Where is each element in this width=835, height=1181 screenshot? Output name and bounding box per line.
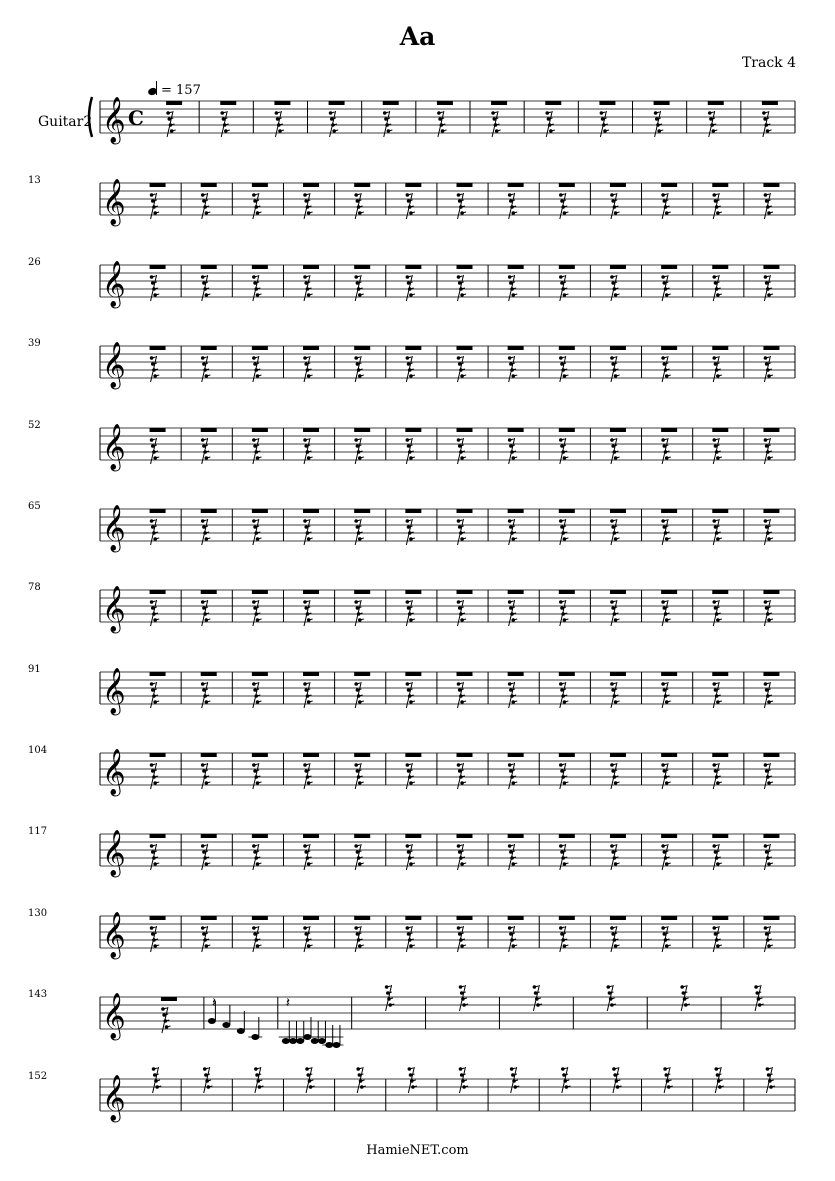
whole-rest-icon	[610, 183, 626, 187]
whole-rest-icon	[303, 672, 319, 676]
whole-rest-icon	[610, 753, 626, 757]
whole-rest-icon	[457, 753, 473, 757]
whole-rest-icon	[303, 834, 319, 838]
rest-32nd-icon	[459, 985, 468, 1011]
whole-rest-icon	[712, 346, 728, 350]
whole-rest-icon	[457, 916, 473, 920]
whole-rest-icon	[303, 428, 319, 432]
whole-rest-icon	[559, 753, 575, 757]
whole-rest-icon	[610, 265, 626, 269]
time-signature: C	[128, 106, 144, 130]
measure-number: 143	[28, 989, 48, 1000]
whole-rest-icon	[201, 428, 217, 432]
staff-system	[0, 989, 835, 1057]
whole-rest-icon	[201, 183, 217, 187]
whole-rest-icon	[303, 590, 319, 594]
whole-rest-icon	[508, 590, 524, 594]
whole-rest-icon	[457, 590, 473, 594]
whole-rest-icon	[661, 590, 677, 594]
whole-rest-icon	[763, 428, 779, 432]
footer-credit: HamieNET.com	[366, 1143, 469, 1158]
measure-number: 104	[28, 745, 48, 756]
whole-rest-icon	[610, 428, 626, 432]
measure-number: 39	[28, 338, 41, 349]
whole-rest-icon	[201, 590, 217, 594]
whole-rest-icon	[150, 265, 166, 269]
treble-clef-icon: 𝄞	[102, 993, 126, 1039]
whole-rest-icon	[220, 101, 236, 105]
rest-32nd-icon	[254, 1067, 263, 1093]
whole-rest-icon	[762, 101, 778, 105]
staff-system	[0, 338, 835, 406]
whole-rest-icon	[508, 428, 524, 432]
whole-rest-icon	[405, 916, 421, 920]
track-label: Track 4	[741, 55, 796, 71]
whole-rest-icon	[354, 753, 370, 757]
whole-rest-icon	[491, 101, 507, 105]
whole-rest-icon	[661, 346, 677, 350]
whole-rest-icon	[712, 265, 728, 269]
treble-clef-icon: 𝄞	[102, 424, 126, 470]
note-group	[208, 995, 262, 1040]
whole-rest-icon	[252, 183, 268, 187]
instrument-name: Guitar2	[38, 114, 93, 130]
staff-system	[0, 826, 835, 894]
whole-rest-icon	[354, 509, 370, 513]
rest-32nd-icon	[612, 1067, 621, 1093]
whole-rest-icon	[508, 916, 524, 920]
treble-clef-icon: 𝄞	[102, 830, 126, 876]
whole-rest-icon	[763, 346, 779, 350]
whole-rest-icon	[712, 590, 728, 594]
staff-system	[0, 97, 835, 161]
whole-rest-icon	[763, 183, 779, 187]
whole-rest-icon	[661, 834, 677, 838]
whole-rest-icon	[457, 428, 473, 432]
tempo-value: = 157	[161, 83, 201, 98]
whole-rest-icon	[610, 672, 626, 676]
whole-rest-icon	[252, 509, 268, 513]
whole-rest-icon	[508, 672, 524, 676]
whole-rest-icon	[661, 672, 677, 676]
rest-32nd-icon	[408, 1067, 417, 1093]
staff-system	[0, 420, 835, 488]
whole-rest-icon	[405, 183, 421, 187]
rest-32nd-icon	[459, 1067, 468, 1093]
whole-rest-icon	[150, 346, 166, 350]
staff-system	[0, 1071, 835, 1139]
whole-rest-icon	[457, 509, 473, 513]
rest-32nd-icon	[766, 1067, 775, 1093]
treble-clef-icon: 𝄞	[102, 505, 126, 551]
staff-system	[0, 745, 835, 813]
whole-rest-icon	[150, 672, 166, 676]
whole-rest-icon	[354, 265, 370, 269]
rest-32nd-icon	[561, 1067, 570, 1093]
whole-rest-icon	[405, 509, 421, 513]
whole-rest-icon	[457, 834, 473, 838]
rest-32nd-icon	[356, 1067, 365, 1093]
whole-rest-icon	[661, 428, 677, 432]
whole-rest-icon	[252, 916, 268, 920]
whole-rest-icon	[559, 183, 575, 187]
measure-number: 52	[28, 420, 41, 431]
whole-rest-icon	[201, 346, 217, 350]
whole-rest-icon	[661, 265, 677, 269]
whole-rest-icon	[508, 753, 524, 757]
whole-rest-icon	[661, 753, 677, 757]
whole-rest-icon	[166, 101, 182, 105]
whole-rest-icon	[763, 834, 779, 838]
whole-rest-icon	[201, 672, 217, 676]
whole-rest-icon	[559, 834, 575, 838]
whole-rest-icon	[201, 753, 217, 757]
whole-rest-icon	[610, 590, 626, 594]
rest-32nd-icon	[533, 985, 542, 1011]
whole-rest-icon	[457, 183, 473, 187]
whole-rest-icon	[712, 428, 728, 432]
whole-rest-icon	[303, 753, 319, 757]
whole-rest-icon	[405, 346, 421, 350]
staff-system	[0, 582, 835, 650]
whole-rest-icon	[354, 590, 370, 594]
whole-rest-icon	[354, 834, 370, 838]
whole-rest-icon	[610, 916, 626, 920]
whole-rest-icon	[763, 265, 779, 269]
whole-rest-icon	[708, 101, 724, 105]
whole-rest-icon	[508, 834, 524, 838]
whole-rest-icon	[712, 183, 728, 187]
whole-rest-icon	[405, 753, 421, 757]
rest-32nd-icon	[385, 985, 394, 1011]
whole-rest-icon	[661, 509, 677, 513]
treble-clef-icon: 𝄞	[102, 912, 126, 958]
whole-rest-icon	[201, 509, 217, 513]
whole-rest-icon	[405, 834, 421, 838]
measure-number: 130	[28, 908, 48, 919]
whole-rest-icon	[383, 101, 399, 105]
whole-rest-icon	[610, 509, 626, 513]
rest-32nd-icon	[680, 985, 689, 1011]
whole-rest-icon	[712, 672, 728, 676]
treble-clef-icon: 𝄞	[102, 179, 126, 225]
measure-number: 78	[28, 582, 41, 593]
treble-clef-icon: 𝄞	[102, 586, 126, 632]
staff-system	[0, 257, 835, 325]
treble-clef-icon: 𝄞	[102, 749, 126, 795]
whole-rest-icon	[150, 183, 166, 187]
treble-clef-icon: 𝄞	[102, 342, 126, 388]
note-group	[279, 995, 344, 1048]
whole-rest-icon	[150, 509, 166, 513]
treble-clef-icon: 𝄞	[102, 1075, 126, 1121]
staff	[0, 97, 835, 171]
whole-rest-icon	[712, 916, 728, 920]
whole-rest-icon	[508, 509, 524, 513]
treble-clef-icon: 𝄞	[102, 668, 126, 714]
whole-rest-icon	[252, 346, 268, 350]
whole-rest-icon	[405, 672, 421, 676]
measure-number: 91	[28, 664, 41, 675]
whole-rest-icon	[150, 834, 166, 838]
whole-rest-icon	[559, 916, 575, 920]
whole-rest-icon	[252, 265, 268, 269]
whole-rest-icon	[559, 590, 575, 594]
whole-rest-icon	[303, 916, 319, 920]
whole-rest-icon	[405, 265, 421, 269]
whole-rest-icon	[201, 916, 217, 920]
whole-rest-icon	[161, 997, 177, 1001]
score-title: Aa	[399, 22, 436, 51]
whole-rest-icon	[661, 183, 677, 187]
whole-rest-icon	[610, 346, 626, 350]
whole-rest-icon	[508, 346, 524, 350]
whole-rest-icon	[763, 672, 779, 676]
measure-number: 117	[28, 826, 48, 837]
whole-rest-icon	[405, 428, 421, 432]
rest-32nd-icon	[152, 1067, 161, 1093]
whole-rest-icon	[599, 101, 615, 105]
whole-rest-icon	[274, 101, 290, 105]
staff-system	[0, 175, 835, 243]
rest-32nd-icon	[510, 1067, 519, 1093]
staff-system	[0, 664, 835, 732]
whole-rest-icon	[457, 672, 473, 676]
whole-rest-icon	[303, 509, 319, 513]
rest-32nd-icon	[203, 1067, 212, 1093]
whole-rest-icon	[150, 916, 166, 920]
whole-rest-icon	[559, 428, 575, 432]
whole-rest-icon	[252, 834, 268, 838]
rest-32nd-icon	[663, 1067, 672, 1093]
treble-clef-icon: 𝄞	[102, 97, 126, 143]
whole-rest-icon	[610, 834, 626, 838]
whole-rest-icon	[457, 346, 473, 350]
whole-rest-icon	[150, 428, 166, 432]
whole-rest-icon	[457, 265, 473, 269]
whole-rest-icon	[303, 183, 319, 187]
whole-rest-icon	[545, 101, 561, 105]
staff-system	[0, 501, 835, 569]
whole-rest-icon	[661, 916, 677, 920]
whole-rest-icon	[712, 753, 728, 757]
whole-rest-icon	[763, 916, 779, 920]
staff-system	[0, 908, 835, 976]
whole-rest-icon	[559, 265, 575, 269]
whole-rest-icon	[201, 834, 217, 838]
whole-rest-icon	[252, 590, 268, 594]
whole-rest-icon	[508, 265, 524, 269]
whole-rest-icon	[150, 753, 166, 757]
rest-32nd-icon	[305, 1067, 314, 1093]
whole-rest-icon	[559, 346, 575, 350]
whole-rest-icon	[712, 834, 728, 838]
whole-rest-icon	[252, 672, 268, 676]
whole-rest-icon	[303, 265, 319, 269]
whole-rest-icon	[763, 753, 779, 757]
whole-rest-icon	[508, 183, 524, 187]
whole-rest-icon	[252, 753, 268, 757]
measure-number: 26	[28, 257, 41, 268]
whole-rest-icon	[405, 590, 421, 594]
measure-number: 65	[28, 501, 41, 512]
measure-number: 13	[28, 175, 41, 186]
whole-rest-icon	[201, 265, 217, 269]
whole-rest-icon	[763, 590, 779, 594]
measure-number: 152	[28, 1071, 48, 1082]
treble-clef-icon: 𝄞	[102, 261, 126, 307]
whole-rest-icon	[303, 346, 319, 350]
svg-text:𝄽: 𝄽	[285, 995, 291, 1011]
whole-rest-icon	[437, 101, 453, 105]
brace-icon	[89, 97, 92, 137]
whole-rest-icon	[354, 672, 370, 676]
whole-rest-icon	[354, 346, 370, 350]
svg-text:𝄽: 𝄽	[211, 995, 217, 1011]
whole-rest-icon	[354, 916, 370, 920]
rest-32nd-icon	[714, 1067, 723, 1093]
whole-rest-icon	[150, 590, 166, 594]
whole-rest-icon	[354, 428, 370, 432]
whole-rest-icon	[559, 672, 575, 676]
whole-rest-icon	[329, 101, 345, 105]
whole-rest-icon	[354, 183, 370, 187]
rest-32nd-icon	[606, 985, 615, 1011]
tempo-marking	[148, 81, 201, 98]
whole-rest-icon	[654, 101, 670, 105]
whole-rest-icon	[559, 509, 575, 513]
whole-rest-icon	[763, 509, 779, 513]
rest-32nd-icon	[754, 985, 763, 1011]
whole-rest-icon	[712, 509, 728, 513]
whole-rest-icon	[252, 428, 268, 432]
